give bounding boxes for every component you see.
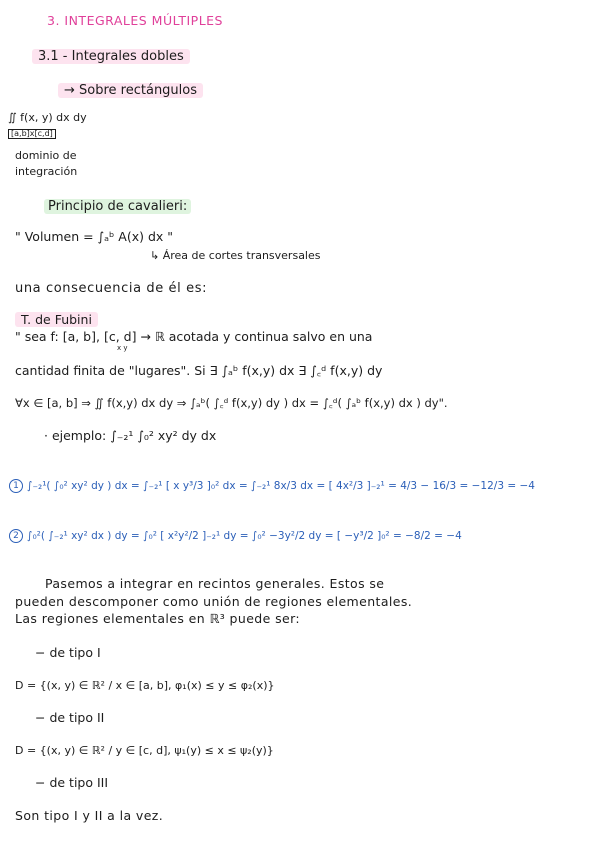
subsection-title-text: → Sobre rectángulos (58, 83, 203, 98)
domain-note-line-2: integración (15, 165, 78, 178)
example-expression: ∫₋₂¹ ∫₀² xy² dy dx (110, 428, 217, 443)
region-type-1-definition: D = {(x, y) ∈ ℝ² / x ∈ [a, b], φ₁(x) ≤ y ≤ φ₂(x)} (15, 679, 275, 692)
example (44, 430, 216, 443)
fubini-statement-line-2: cantidad finita de "lugares". Si ∃ ∫ₐᵇ f(x,y) dx ∃ ∫꜀ᵈ f(x,y) dy (15, 363, 383, 378)
paragraph-line-1: Pasemos a integrar en recintos generales. Estos se (45, 576, 385, 591)
page-title: 3. INTEGRALES MÚLTIPLES (47, 13, 223, 28)
fubini-intro: una consecuencia de él es: (15, 281, 208, 296)
example-label: · ejemplo: (44, 428, 107, 443)
volume-note: ↳ Área de cortes transversales (150, 249, 321, 262)
region-type-3-note: Son tipo I y II a la vez. (15, 808, 164, 823)
paragraph-line-2: pueden descomponer como unión de regiones elementales. (15, 594, 413, 609)
integration-domain: [a,b]x[c,d] (8, 129, 56, 139)
section-title (32, 50, 190, 63)
volume-formula: " Volumen = ∫ₐᵇ A(x) dx " (15, 229, 174, 244)
domain-note-line-1: dominio de (15, 149, 77, 162)
cavalieri-title (44, 200, 191, 213)
fubini-marks: x y (117, 344, 128, 352)
fubini-title-text: T. de Fubini (15, 312, 98, 327)
section-title-text: 3.1 - Integrales dobles (32, 49, 190, 64)
subsection-title (58, 84, 203, 97)
fubini-statement-line-1: " sea f: [a, b], [c, d] → ℝ acotada y continua salvo en una (15, 329, 373, 344)
region-type-1: − de tipo I (35, 645, 101, 660)
region-type-2: − de tipo II (35, 710, 105, 725)
calculation-1-expression: ∫₋₂¹( ∫₀² xy² dy ) dx = ∫₋₂¹ [ x y³/3 ]₀² dx = ∫₋₂¹ 8x/3 dx = [ 4x²/3 ]₋₂¹ = 4/3 − 16/3 = −12/3 = −4 (27, 480, 535, 492)
region-type-3: − de tipo III (35, 775, 109, 790)
fubini-statement-line-3: ∀x ∈ [a, b] ⇒ ∬ f(x,y) dx dy ⇒ ∫ₐᵇ( ∫꜀ᵈ f(x,y) dy ) dx = ∫꜀ᵈ( ∫ₐᵇ f(x,y) dx ) dy". (15, 396, 448, 410)
cavalieri-title-text: Principio de cavalieri: (44, 199, 191, 214)
fubini-title (15, 314, 98, 327)
region-type-2-definition: D = {(x, y) ∈ ℝ² / y ∈ [c, d], ψ₁(y) ≤ x ≤ ψ₂(y)} (15, 744, 274, 757)
calculation-2 (9, 529, 462, 543)
calculation-2-number: 2 (9, 529, 23, 543)
calculation-1 (9, 479, 535, 493)
calculation-2-expression: ∫₀²( ∫₋₂¹ xy² dx ) dy = ∫₀² [ x²y²/2 ]₋₂¹ dy = ∫₀² −3y²/2 dy = [ −y³/2 ]₀² = −8/2 = −4 (27, 530, 462, 542)
paragraph-line-3: Las regiones elementales en ℝ³ puede ser: (15, 611, 301, 626)
double-integral-expression: ∬ f(x, y) dx dy (8, 111, 87, 124)
calculation-1-number: 1 (9, 479, 23, 493)
